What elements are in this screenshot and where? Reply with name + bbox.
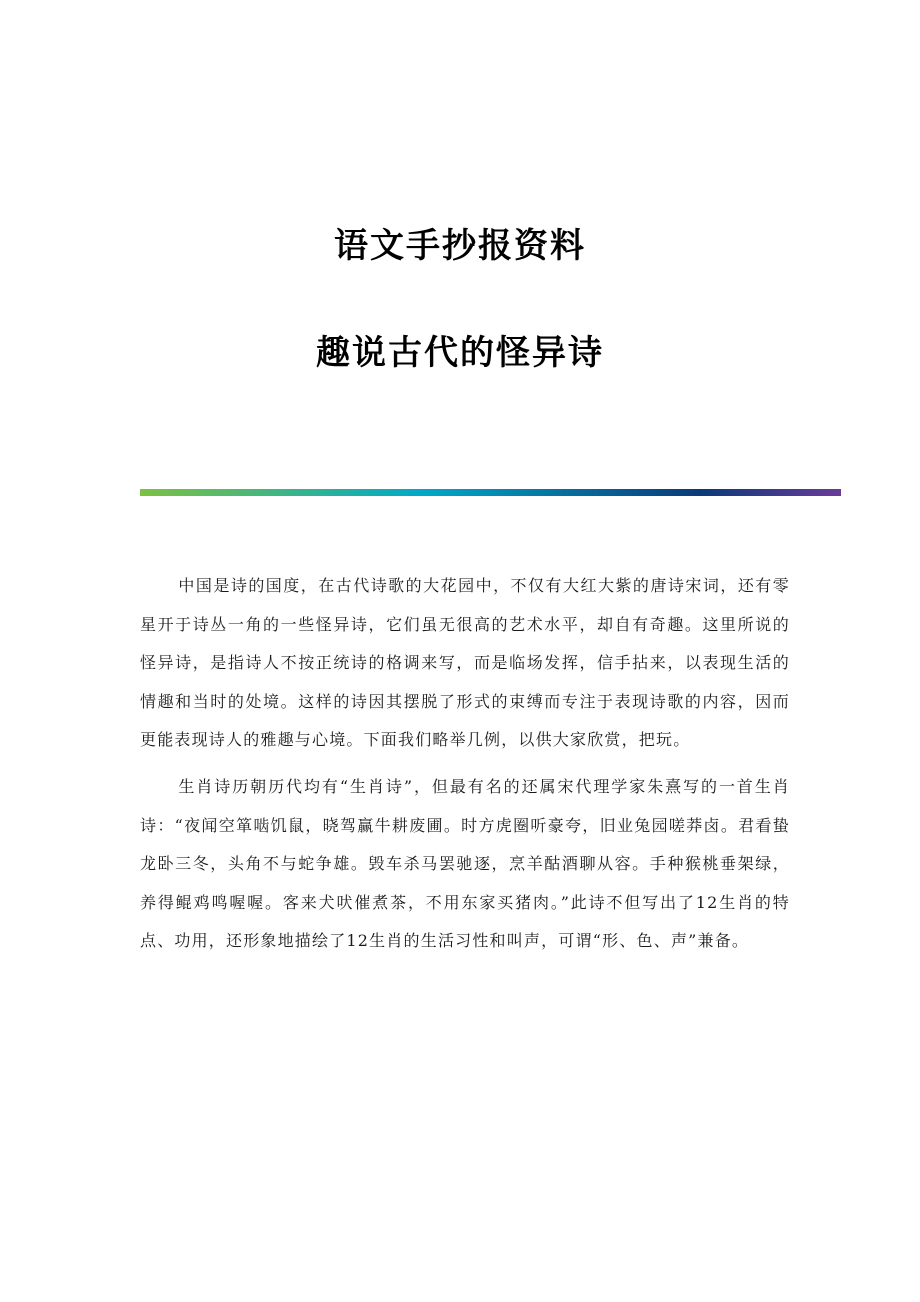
paragraph-intro: 中国是诗的国度，在古代诗歌的大花园中，不仅有大红大紫的唐诗宋词，还有零星开于诗丛一角的一些怪异诗，它们虽无很高的艺术水平，却自有奇趣。这里所说的怪异诗，是指诗人不按正统诗的格调来写，而是临场发挥，信手拈来，以表现生活的情趣和当时的处境。这样的诗因其摆脱了形式的束缚而专注于表现诗歌的内容，因而更能表现诗人的雅趣与心境。下面我们略举几例，以供大家欣赏，把玩。	[140, 576, 790, 750]
article-body	[140, 567, 790, 969]
document-subtitle: 趣说古代的怪异诗	[316, 333, 604, 373]
document-title: 语文手抄报资料	[334, 226, 586, 266]
gradient-divider	[140, 489, 841, 496]
paragraph-zodiac-poem: 生肖诗历朝历代均有“生肖诗”，但最有名的还属宋代理学家朱熹写的一首生肖诗：“夜闻空箪啮饥鼠，晓驾赢牛耕废圃。时方虎圈听豪夸，旧业兔园嗟莽卤。君看蛰龙卧三冬，头角不与蛇争雄。毁车杀马罢驰逐，烹羊酤酒聊从容。手种猴桃垂架绿，养得鲲鸡鸣喔喔。客来犬吠催煮茶，不用东家买猪肉。”此诗不但写出了12生肖的特点、功用，还形象地描绘了12生肖的生活习性和叫声，可谓“形、色、声”兼备。	[140, 776, 790, 951]
